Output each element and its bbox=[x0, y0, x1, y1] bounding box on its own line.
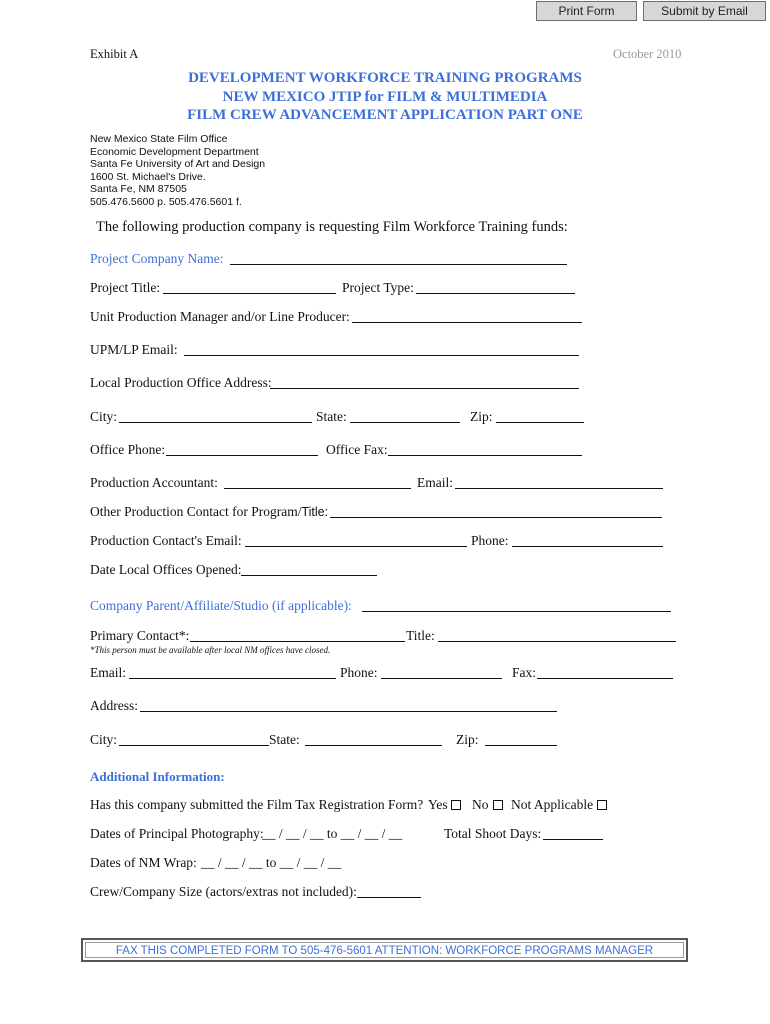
zip-label: Zip: bbox=[470, 409, 493, 424]
project-title-line bbox=[163, 293, 336, 294]
parent-city-input[interactable] bbox=[121, 731, 267, 745]
address-line: Santa Fe University of Art and Design bbox=[90, 158, 266, 170]
local-office-address-label: Local Production Office Address: bbox=[90, 375, 272, 390]
other-contact-label bbox=[90, 504, 328, 520]
contact-phone-label: Phone: bbox=[471, 533, 509, 548]
wrap-dates-label: Dates of NM Wrap: bbox=[90, 855, 197, 870]
office-phone-input[interactable] bbox=[168, 441, 316, 455]
contact-phone-input[interactable] bbox=[514, 532, 661, 546]
other-contact-input[interactable] bbox=[336, 503, 660, 517]
parent-email-line bbox=[129, 678, 336, 679]
state-label: State: bbox=[316, 409, 347, 424]
total-shoot-days-label: Total Shoot Days: bbox=[444, 826, 542, 841]
project-title-input[interactable] bbox=[165, 279, 334, 293]
title-line-2: NEW MEXICO JTIP for FILM & MULTIMEDIA bbox=[222, 89, 548, 105]
project-type-label: Project Type: bbox=[342, 280, 414, 295]
state-line bbox=[350, 422, 460, 423]
parent-phone-input[interactable] bbox=[383, 664, 500, 678]
crew-size-label: Crew/Company Size (actors/extras not included): bbox=[90, 884, 357, 899]
zip-input[interactable] bbox=[498, 408, 582, 422]
parent-address-label: Address: bbox=[90, 698, 138, 713]
contact-phone-line bbox=[512, 546, 663, 547]
parent-state-input[interactable] bbox=[307, 731, 440, 745]
title-line-3: FILM CREW ADVANCEMENT APPLICATION PART ONE bbox=[187, 107, 583, 123]
parent-phone-label: Phone: bbox=[340, 665, 378, 680]
upm-email-label: UPM/LP Email: bbox=[90, 342, 178, 357]
address-line: 1600 St. Michael's Drive. bbox=[90, 170, 206, 183]
print-form-button[interactable]: Print Form bbox=[536, 1, 637, 21]
state-input[interactable] bbox=[352, 408, 458, 422]
other-contact-line bbox=[330, 517, 662, 518]
photography-date-range[interactable]: __ / __ / __ to __ / __ / __ bbox=[262, 826, 403, 841]
office-address-block bbox=[90, 133, 265, 208]
not-applicable-label: Not Applicable bbox=[511, 797, 594, 812]
contact-email-line bbox=[245, 546, 467, 547]
registration-question: Has this company submitted the Film Tax Registration Form? bbox=[90, 797, 424, 812]
primary-title-input[interactable] bbox=[440, 627, 674, 641]
no-checkbox[interactable] bbox=[493, 800, 503, 810]
primary-contact-label: Primary Contact*: bbox=[90, 628, 190, 643]
address-line: 505.476.5600 p. 505.476.5601 f. bbox=[90, 195, 242, 208]
upm-line bbox=[352, 322, 582, 323]
photography-dates-label: Dates of Principal Photography: bbox=[90, 826, 264, 841]
office-phone-label: Office Phone: bbox=[90, 442, 166, 457]
city-label: City: bbox=[90, 409, 118, 424]
project-company-name-label: Project Company Name: bbox=[90, 251, 224, 266]
project-type-input[interactable] bbox=[418, 279, 573, 293]
city-line bbox=[119, 422, 312, 423]
parent-zip-line bbox=[485, 745, 557, 746]
parent-company-input[interactable] bbox=[364, 597, 669, 611]
accountant-email-label: Email: bbox=[417, 475, 453, 490]
upm-email-input[interactable] bbox=[186, 341, 577, 355]
parent-zip-label: Zip: bbox=[456, 732, 479, 747]
project-type-line bbox=[416, 293, 575, 294]
project-company-name-input[interactable] bbox=[232, 250, 565, 264]
office-phone-line bbox=[166, 455, 318, 456]
project-title-label: Project Title: bbox=[90, 280, 161, 295]
crew-size-line bbox=[357, 897, 421, 898]
yes-label: Yes bbox=[428, 797, 448, 812]
date-opened-line bbox=[241, 575, 377, 576]
local-office-address-line bbox=[270, 388, 579, 389]
address-line: Economic Development Department bbox=[90, 145, 259, 158]
parent-email-input[interactable] bbox=[131, 664, 334, 678]
fax-instruction-text: FAX THIS COMPLETED FORM TO 505-476-5601 ATTENTION: WORKFORCE PROGRAMS MANAGER bbox=[85, 942, 684, 958]
local-office-address-input[interactable] bbox=[272, 374, 577, 388]
exhibit-label: Exhibit A bbox=[90, 47, 139, 61]
parent-company-label: Company Parent/Affiliate/Studio (if applicable): bbox=[90, 598, 352, 613]
primary-title-line bbox=[438, 641, 676, 642]
intro-text: The following production company is requesting Film Workforce Training funds: bbox=[96, 219, 568, 235]
zip-line bbox=[496, 422, 584, 423]
not-applicable-checkbox[interactable] bbox=[597, 800, 607, 810]
address-line: Santa Fe, NM 87505 bbox=[90, 183, 187, 195]
contact-email-label: Production Contact's Email: bbox=[90, 533, 242, 548]
other-contact-title-text: Title: bbox=[301, 505, 329, 519]
project-company-name-line bbox=[230, 264, 567, 265]
parent-city-line bbox=[119, 745, 269, 746]
parent-fax-label: Fax: bbox=[512, 665, 537, 680]
office-fax-line bbox=[388, 455, 582, 456]
crew-size-input[interactable] bbox=[359, 883, 419, 897]
total-shoot-days-input[interactable] bbox=[545, 825, 601, 839]
date-opened-input[interactable] bbox=[243, 561, 375, 575]
primary-contact-input[interactable] bbox=[192, 627, 403, 641]
production-accountant-line bbox=[224, 488, 411, 489]
address-line: New Mexico State Film Office bbox=[90, 133, 228, 145]
parent-address-input[interactable] bbox=[142, 697, 555, 711]
parent-phone-line bbox=[381, 678, 502, 679]
upm-email-line bbox=[184, 355, 579, 356]
title-line-1: DEVELOPMENT WORKFORCE TRAINING PROGRAMS bbox=[188, 70, 582, 86]
form-date: October 2010 bbox=[613, 47, 682, 61]
wrap-date-range[interactable]: __ / __ / __ to __ / __ / __ bbox=[201, 855, 342, 870]
production-accountant-input[interactable] bbox=[226, 474, 409, 488]
primary-title-label: Title: bbox=[406, 628, 435, 643]
primary-contact-line bbox=[190, 641, 405, 642]
accountant-email-line bbox=[455, 488, 663, 489]
yes-checkbox[interactable] bbox=[451, 800, 461, 810]
parent-zip-input[interactable] bbox=[487, 731, 555, 745]
upm-input[interactable] bbox=[354, 308, 580, 322]
parent-fax-input[interactable] bbox=[539, 664, 671, 678]
upm-label: Unit Production Manager and/or Line Producer: bbox=[90, 309, 350, 324]
submit-by-email-button[interactable]: Submit by Email bbox=[643, 1, 766, 21]
parent-company-line bbox=[362, 611, 671, 612]
city-input[interactable] bbox=[121, 408, 310, 422]
accountant-email-input[interactable] bbox=[457, 474, 661, 488]
office-fax-label: Office Fax: bbox=[326, 442, 388, 457]
fax-instruction-box bbox=[81, 938, 688, 962]
total-shoot-days-line bbox=[543, 839, 603, 840]
parent-fax-line bbox=[537, 678, 673, 679]
office-fax-input[interactable] bbox=[390, 441, 580, 455]
parent-email-label: Email: bbox=[90, 665, 126, 680]
parent-state-label: State: bbox=[269, 732, 300, 747]
additional-info-heading: Additional Information: bbox=[90, 769, 225, 784]
other-contact-text: Other Production Contact for Program/ bbox=[90, 504, 302, 519]
date-opened-label: Date Local Offices Opened: bbox=[90, 562, 242, 577]
no-label: No bbox=[472, 797, 489, 812]
production-accountant-label: Production Accountant: bbox=[90, 475, 218, 490]
parent-state-line bbox=[305, 745, 442, 746]
parent-city-label: City: bbox=[90, 732, 118, 747]
contact-email-input[interactable] bbox=[247, 532, 465, 546]
primary-contact-note: *This person must be available after local NM offices have closed. bbox=[90, 645, 331, 655]
parent-address-line bbox=[140, 711, 557, 712]
